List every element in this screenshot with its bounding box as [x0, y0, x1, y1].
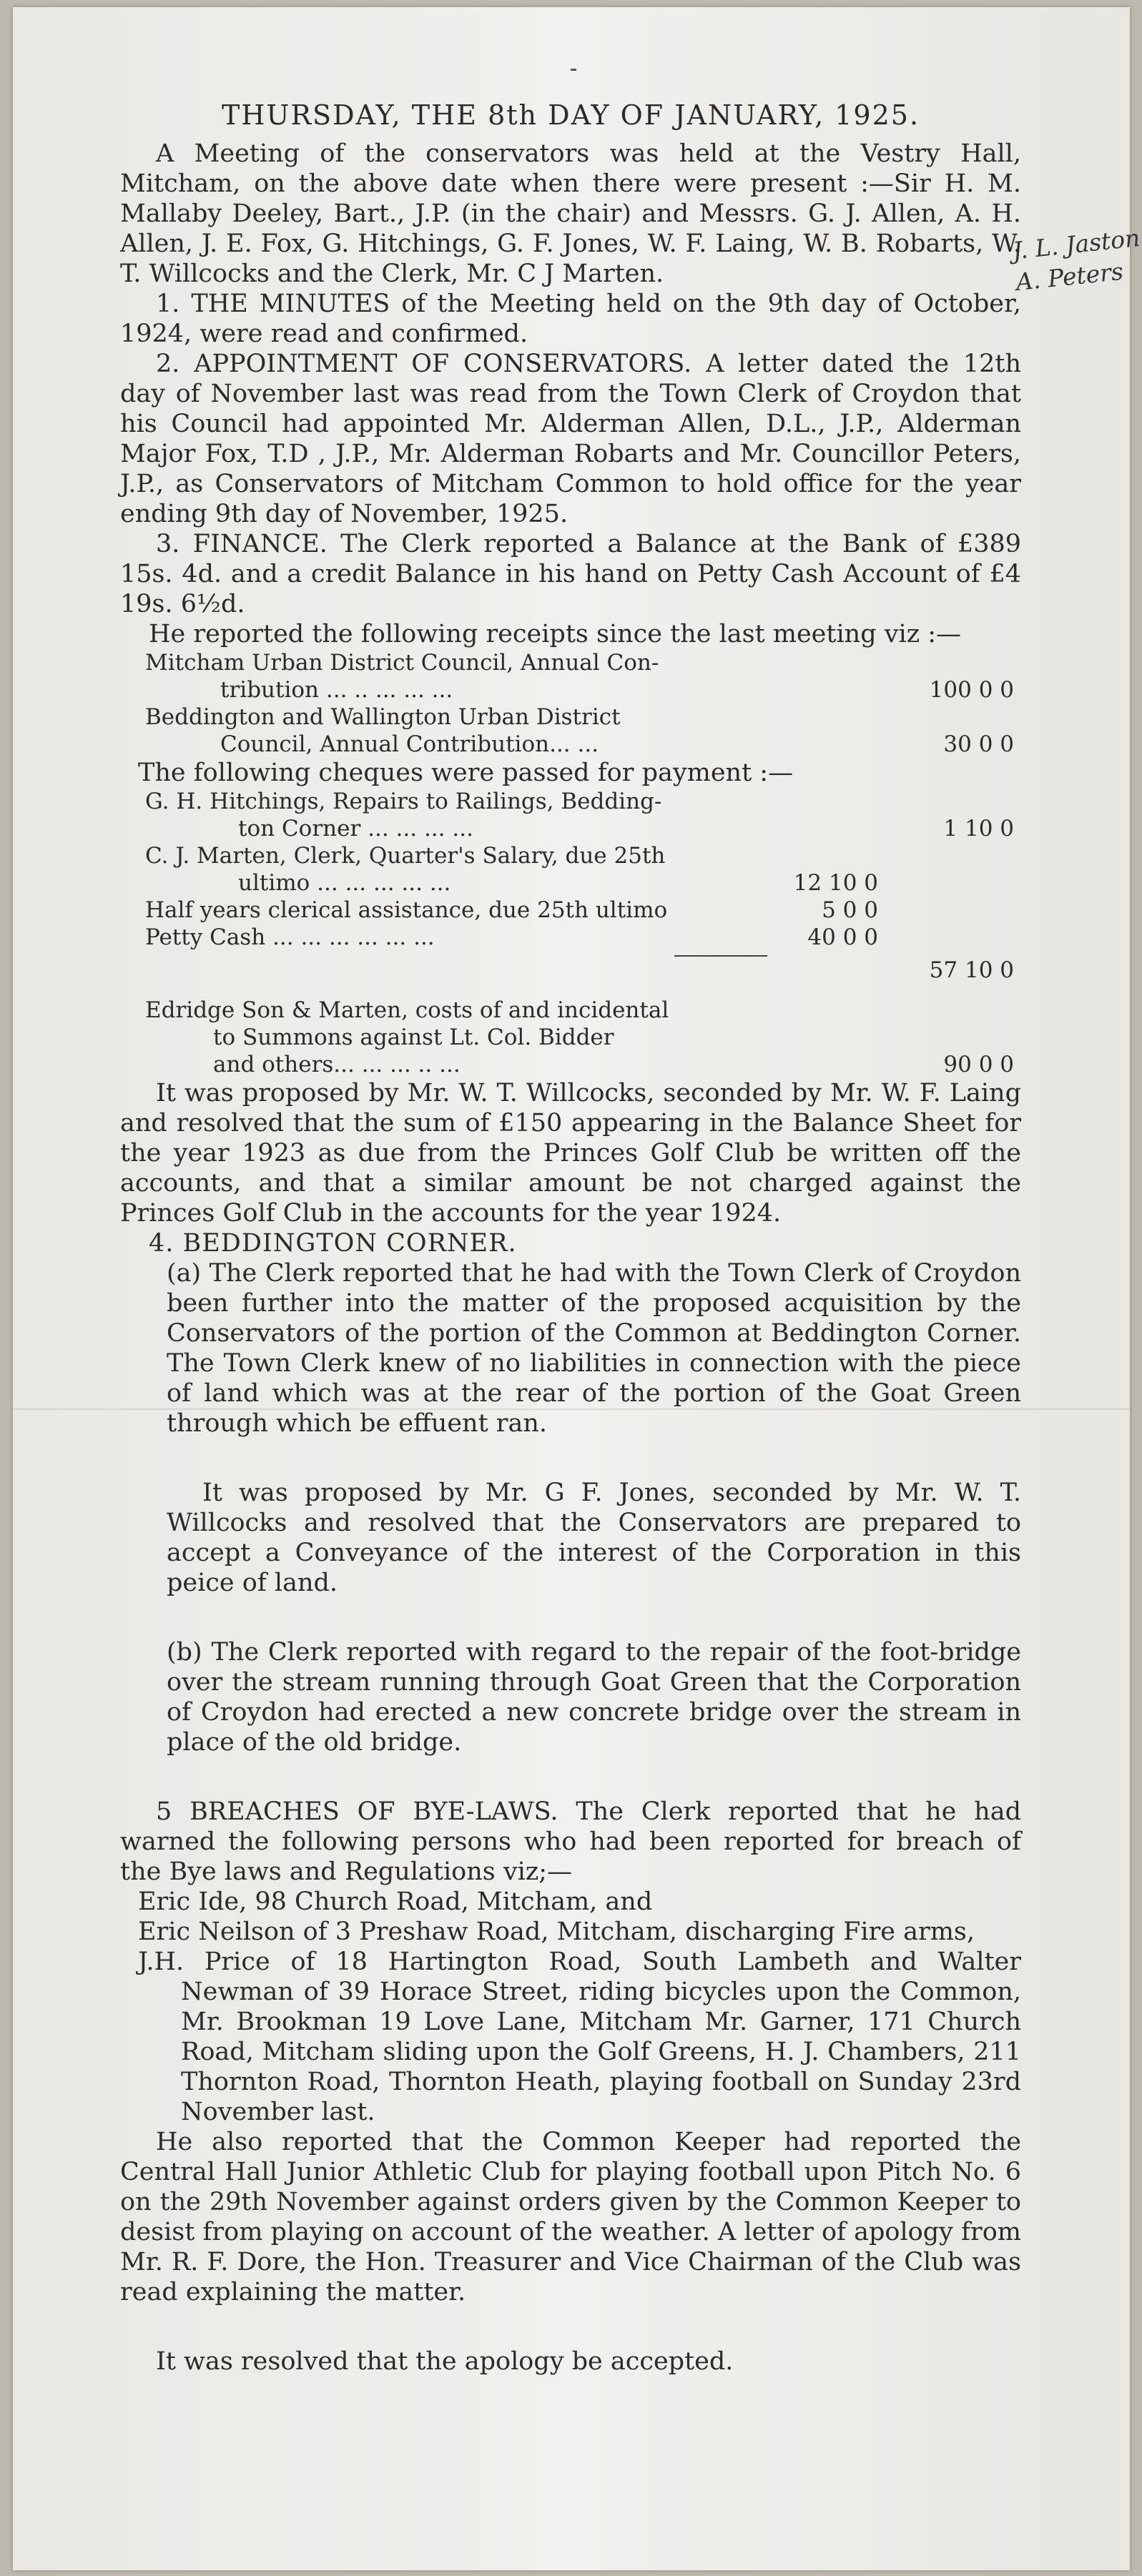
cheque-row [120, 788, 1021, 842]
receipt-row [120, 704, 1021, 758]
item-beddington-b: (b) The Clerk reported with regard to the repair of the foot-bridge over the stream running through Goat Green that the Corporation of Croydon had erected a new concrete bridge over the stream in place of the old bridge. [167, 1638, 1021, 1757]
cheque-desc: C. J. Marten, Clerk, Quarter's Salary, due 25th [145, 843, 666, 869]
cheque-desc: Half years clerical assistance, due 25th ultimo [145, 897, 668, 923]
cheque-subamount: 5 0 0 [822, 897, 878, 923]
receipt-amount: 30 0 0 [943, 731, 1014, 757]
item-finance: 3. FINANCE. The Clerk reported a Balance at the Bank of £389 15s. 4d. and a credit Balance in his hand on Petty Cash Account of £4 19s. 6½d. [120, 530, 1021, 618]
cheques-table [120, 788, 1021, 1078]
cheque-row [120, 924, 1021, 951]
receipts-intro: He reported the following receipts since the last meeting viz :— [149, 620, 962, 648]
cheque-subamount: 12 10 0 [793, 870, 878, 896]
receipt-row [120, 649, 1021, 704]
receipt-desc-cont: Council, Annual Contribution... ... [220, 731, 599, 757]
edridge-desc-cont: and others... ... ... .. ... [213, 1052, 461, 1077]
item-beddington-heading: 4. BEDDINGTON CORNER. [149, 1229, 517, 1258]
page-mark [571, 69, 576, 71]
receipt-desc-cont: tribution ... .. ... ... ... [220, 677, 453, 703]
cheques-total-row [120, 957, 1021, 984]
person-entry: Eric Ide, 98 Church Road, Mitcham, and [138, 1887, 653, 1916]
cheque-desc-cont: ton Corner ... ... ... ... [238, 816, 473, 842]
cheques-intro: The following cheques were passed for payment :— [138, 759, 794, 787]
item-appointment: 2. APPOINTMENT OF CONSERVATORS. A letter dated the 12th day of November last was read from the Town Clerk of Croydon that his Council had appointed Mr. Alderman Allen, D.L., J.P., Alderman Major Fox, T.D , J.P., Mr. Alderman Robarts and Mr. Councillor Peters, J.P., as Conservators of Mitcham Common to hold office for the year ending 9th day of November, 1925. [120, 350, 1021, 528]
cheque-desc: Petty Cash ... ... ... ... ... ... [145, 924, 435, 950]
item-minutes: 1. THE MINUTES of the Meeting held on the 9th day of October, 1924, were read and confirmed. [120, 290, 1021, 348]
person-entry: Eric Neilson of 3 Preshaw Road, Mitcham, discharging Fire arms, [138, 1918, 975, 1946]
handwritten-annotation [1011, 222, 1142, 298]
receipts-table [120, 649, 1021, 758]
minutes-body [120, 100, 1021, 2377]
cheque-subamount: 40 0 0 [807, 924, 878, 950]
handwritten-name-1: J. L. Jaston [1011, 223, 1141, 265]
document-page [13, 7, 1141, 2570]
cheque-row [120, 897, 1021, 924]
meeting-intro: A Meeting of the conservators was held at the Vestry Hall, Mitcham, on the above date when there were present :—Sir H. M. Mallaby Deeley, Bart., J.P. (in the chair) and Messrs. G. J. Allen, A. H. Allen, J. E. Fox, G. Hitchings, G. F. Jones, W. F. Laing, W. B. Robarts, W. T. Willcocks and the Clerk, Mr. C J Marten. [120, 139, 1021, 288]
edridge-amount: 90 0 0 [943, 1052, 1014, 1077]
cheques-total: 57 10 0 [929, 957, 1014, 983]
edridge-row [120, 997, 1021, 1078]
person-entry: J.H. Price of 18 Hartington Road, South Lambeth and Walter Newman of 39 Horace Street, riding bicycles upon the Common, Mr. Brookman 19 Love Lane, Mitcham Mr. Garner, 171 Church Road, Mitcham sliding upon the Golf Greens, H. J. Chambers, 211 Thornton Road, Thornton Heath, playing football on Sunday 23rd November last. [138, 1948, 1021, 2126]
item-bye-laws: 5 BREACHES OF BYE-LAWS. The Clerk reported that he had warned the following persons who had been reported for breach of the Bye laws and Regulations viz;— [120, 1797, 1021, 1886]
proposal-golf-club: It was proposed by Mr. W. T. Willcocks, seconded by Mr. W. F. Laing and resolved that the sum of £150 appearing in the Balance Sheet for the year 1923 as due from the Princes Golf Club be written off the accounts, and that a similar amount be not charged against the Princes Golf Club in the accounts for the year 1924. [120, 1079, 1021, 1228]
edridge-desc: Edridge Son & Marten, costs of and incidental [145, 997, 669, 1023]
cheque-amount: 1 10 0 [943, 816, 1014, 842]
item-beddington-a: (a) The Clerk reported that he had with the Town Clerk of Croydon been further into the matter of the proposed acquisition by the Conservators of the portion of the Common at Beddington Corner. The Town Clerk knew of no liabilities in connection with the piece of land which was at the rear of the portion of the Goat Green through which be effuent ran. [167, 1259, 1021, 1438]
resolution: It was resolved that the apology be accepted. [156, 2347, 734, 2376]
receipt-desc: Beddington and Wallington Urban District [145, 704, 621, 730]
cheque-desc-cont: ultimo ... ... ... ... ... [238, 870, 451, 896]
receipt-desc: Mitcham Urban District Council, Annual Con- [145, 650, 659, 676]
handwritten-name-2: A. Peters [1014, 257, 1125, 297]
edridge-desc-cont: to Summons against Lt. Col. Bidder [213, 1025, 614, 1050]
cheque-desc: G. H. Hitchings, Repairs to Railings, Bedding- [145, 789, 662, 814]
proposal-conveyance: It was proposed by Mr. G F. Jones, seconded by Mr. W. T. Willcocks and resolved that the Conservators are prepared to accept a Conveyance of the interest of the Corporation in this peice of land. [167, 1479, 1021, 1597]
page-title: THURSDAY, THE 8th DAY OF JANUARY, 1925. [221, 99, 920, 131]
keeper-report: He also reported that the Common Keeper had reported the Central Hall Junior Athletic Club for playing football upon Pitch No. 6 on the 29th November against orders given by the Common Keeper to desist from playing on account of the weather. A letter of apology from Mr. R. F. Dore, the Hon. Treasurer and Vice Chairman of the Club was read explaining the matter. [120, 2128, 1021, 2306]
cheque-row [120, 842, 1021, 897]
receipt-amount: 100 0 0 [929, 677, 1014, 703]
